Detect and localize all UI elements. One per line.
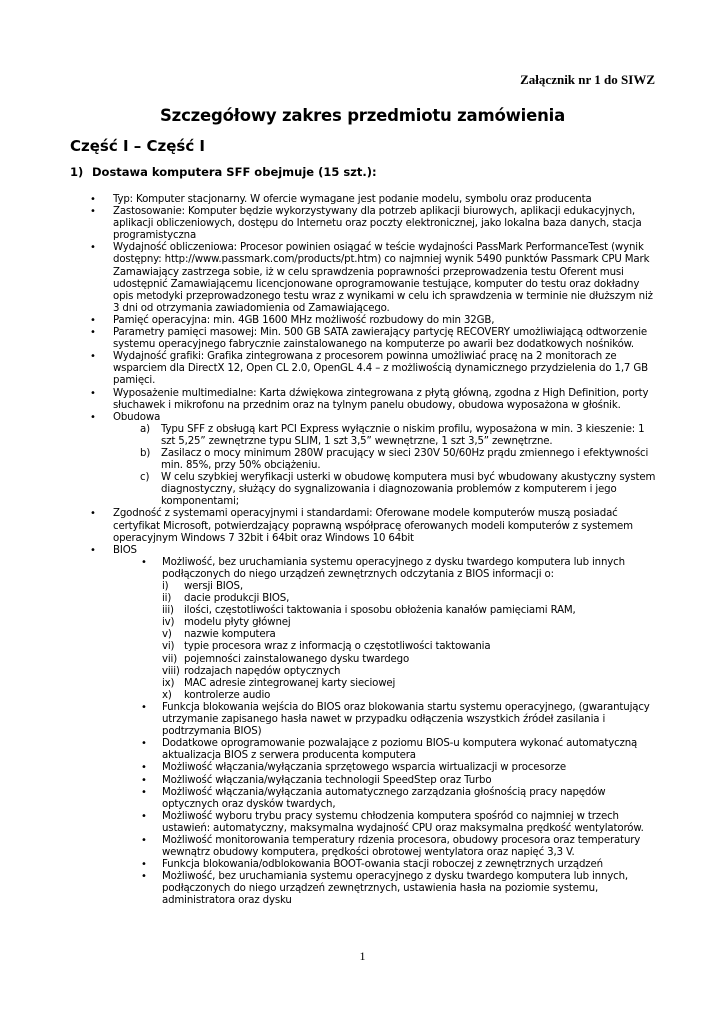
section-heading [70,165,377,179]
bios-info-text: dacie produkcji BIOS, [184,593,290,605]
list-item: • Wyposażenie multimedialne: Karta dźwiękowa zintegrowana z płytą główną, zgodna z High Definition, porty słuchawek i mikrofonu na przednim oraz na tylnym panelu obudowy, obudowa wyposażona w głośnik. [86,388,661,412]
bios-feature: • Możliwość monitorowania temperatury rdzenia procesora, obudowy procesora oraz temperatury wewnątrz obudowy komputera, prędkości obrotowej wentylatora oraz napięć 3,3 V. [113,835,661,859]
section-title: Dostawa komputera SFF obejmuje (15 szt.): [92,165,377,179]
roman-label: iii) [162,605,174,617]
roman-label: vi) [162,641,175,653]
bios-feature: • Dodatkowe oprogramowanie pozwalające z poziomu BIOS-u komputera wykonać automatyczną aktualizacja BIOS z serwera producenta komputera [113,738,661,762]
list-item: • Zgodność z systemami operacyjnymi i standardami: Oferowane modele komputerów muszą posiadać certyfikat Microsoft, potwierdzający poprawną współpracę oferowanych modeli komputerów z systemem operacyjnym Windows 7 32bit i 64bit oraz Windows 10 64bit [86,508,661,544]
list-item: • Parametry pamięci masowej: Min. 500 GB SATA zawierający partycję RECOVERY umożliwiającą odtworzenie systemu operacyjnego fabrycznie zainstalowanego na komputerze po awarii bez dodatkowych nośników. [86,327,661,351]
roman-label: i) [162,581,169,592]
bios-info-item [162,605,661,617]
bios-info-text: kontrolerze audio [184,689,271,701]
roman-label: v) [162,629,172,641]
bios-info-item [162,654,661,666]
bios-info-item [162,641,661,653]
bios-info-intro: Możliwość, bez uruchamiania systemu operacyjnego z dysku twardego komputera lub innych podłączonych do niego urządzeń zewnętrznych odczytania z BIOS informacji o: [162,556,625,580]
roman-label: x) [162,689,172,701]
subitem-text: Zasilacz o mocy minimum 280W pracujący w sieci 230V 50/60Hz prądu zmiennego i efektywności min. 85%, przy 50% obciążeniu. [161,447,649,472]
bios-info-item [162,690,661,702]
page-number: 1 [359,949,366,963]
bios-info-item [162,678,661,690]
bios-feature: • Możliwość włączania/wyłączania technologii SpeedStep oraz Turbo [113,775,661,787]
bios-info-text: rodzajach napędów optycznych [184,665,341,677]
document-title: Szczegółowy zakres przedmiotu zamówienia [159,106,566,125]
list-item: • Wydajność obliczeniowa: Procesor powinien osiągać w teście wydajności PassMark PerformanceTest (wynik dostępny: http://www.passmark.com/products/pt.htm) co najmniej wynik 5490 punktów Passmark CPU Mark Zamawiający zastrzega sobie, iż w celu sprawdzenia poprawności przeprowadzenia testu Oferent musi udostępnić Zamawiającemu licencjonowane oprogramowanie testujące, komputer do testu oraz dokładny opis metodyki przeprowadzonego testu wraz z wynikami w celu ich sprawdzenia w terminie nie dłuższym niż 3 dni od otrzymania zawiadomienia od Zamawiającego. [86,242,661,315]
subitem-text: Typu SFF z obsługą kart PCI Express wyłącznie o niskim profilu, wyposażona w min. 3 kieszenie: 1 szt 5,25” zewnętrzne typu SLIM, 1 szt 3,5” wewnętrzne, 1 szt 3,5” zewnętrzne. [161,423,645,447]
bios-info-item [162,617,661,629]
case-label: Obudowa [113,411,161,423]
case-subitem [113,472,661,508]
case-subitem [113,424,661,448]
bios-info-item [162,629,661,641]
annex-label: Załącznik nr 1 do SIWZ [520,72,655,87]
bios-info-text: wersji BIOS, [184,581,243,592]
bios-feature [113,557,661,702]
bios-info-text: MAC adresie zintegrowanej karty sieciowej [184,677,396,689]
subitem-label: b) [140,447,151,459]
roman-label: ii) [162,593,172,605]
subitem-label: c) [140,472,150,484]
subitem-label: a) [140,423,150,435]
roman-label: vii) [162,653,178,665]
roman-label: iv) [162,617,175,629]
bios-info-text: pojemności zainstalowanego dysku twardego [184,653,410,665]
list-item: • Typ: Komputer stacjonarny. W ofercie wymagane jest podanie modelu, symbolu oraz producenta [86,194,661,206]
subitem-text: W celu szybkiej weryfikacji usterki w obudowę komputera musi być wbudowany akustyczny system diagnostyczny, służący do sygnalizowania i diagnozowania problemów z komputerem i jego komponentami; [161,472,656,508]
case-subitem [113,448,661,472]
bios-feature: • Możliwość włączania/wyłączania sprzętowego wsparcia wirtualizacji w procesorze [113,762,661,774]
list-item: • Wydajność grafiki: Grafika zintegrowana z procesorem powinna umożliwiać pracę na 2 monitorach ze wsparciem dla DirectX 12, Open CL 2.0, OpenGL 4.4 – z możliwością dynamicznego przydzielenia do 1,7 GB pamięci. [86,351,661,387]
bios-feature: • Możliwość, bez uruchamiania systemu operacyjnego z dysku twardego komputera lub innych, podłączonych do niego urządzeń zewnętrznych, ustawienia hasła na poziomie systemu, administratora oraz dysku [113,871,661,907]
list-item: • Pamięć operacyjna: min. 4GB 1600 MHz możliwość rozbudowy do min 32GB, [86,315,661,327]
bios-feature: • Funkcja blokowania/odblokowania BOOT-owania stacji roboczej z zewnętrznych urządzeń [113,859,661,871]
part-heading: Część I – Część I [70,137,206,155]
list-item-case [86,412,661,509]
bios-feature: • Możliwość włączania/wyłączania automatycznego zarządzania głośnością pracy napędów optycznych oraz dysków twardych, [113,787,661,811]
bios-feature: • Funkcja blokowania wejścia do BIOS oraz blokowania startu systemu operacyjnego, (gwarantujący utrzymanie zapisanego hasła nawet w przypadku odłączenia wszystkich źródeł zasilania i podtrzymania BIOS) [113,702,661,738]
bios-info-item [162,593,661,605]
bios-info-text: typie procesora wraz z informacją o częstotliwości taktowania [184,641,491,653]
roman-label: ix) [162,677,175,689]
bios-feature: • Możliwość wyboru trybu pracy systemu chłodzenia komputera spośród co najmniej w trzech ustawień: automatyczny, maksymalna wydajność CPU oraz maksymalna prędkość wentylatorów. [113,811,661,835]
list-item: • Zastosowanie: Komputer będzie wykorzystywany dla potrzeb aplikacji biurowych, aplikacji edukacyjnych, aplikacji obliczeniowych, dostępu do Internetu oraz poczty elektronicznej, jako lokalna baza danych, stacja programistyczna [86,206,661,242]
specification-list [86,194,661,908]
list-item-bios [86,545,661,908]
section-number: 1) [70,165,84,179]
bios-info-text: nazwie komputera [184,629,276,641]
bios-label: BIOS [113,544,137,556]
bios-info-item [162,666,661,678]
bios-info-text: modelu płyty głównej [184,617,291,629]
bios-info-item [162,581,661,593]
bios-info-text: ilości, częstotliwości taktowania i sposobu obłożenia kanałów pamięciami RAM, [184,605,576,617]
roman-label: viii) [162,665,180,677]
